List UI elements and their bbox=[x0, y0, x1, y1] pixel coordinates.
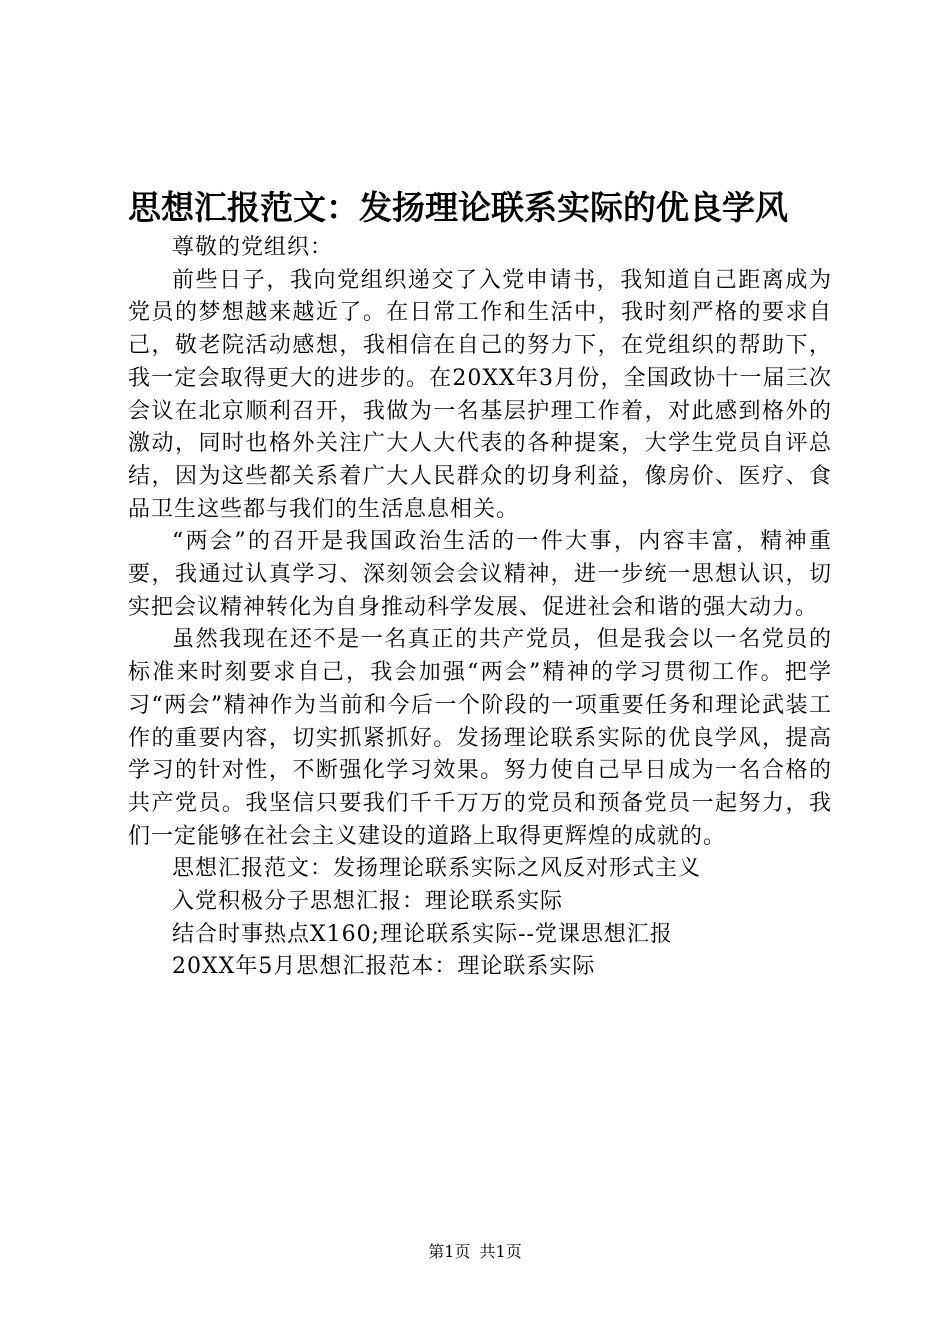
related-article-3: 结合时事热点X160;理论联系实际--党课思想汇报 bbox=[172, 921, 673, 947]
related-article-1: 思想汇报范文：发扬理论联系实际之风反对形式主义 bbox=[172, 856, 702, 882]
document-body bbox=[128, 232, 832, 984]
related-article-4: 20XX年5月思想汇报范本：理论联系实际 bbox=[172, 954, 596, 980]
page-total: 共1页 bbox=[479, 1242, 522, 1261]
body-paragraph-1: 前些日子，我向党组织递交了入党申请书，我知道自己距离成为党员的梦想越来越近了。在日常工作和生活中，我时刻严格的要求自己，敬老院活动感想，我相信在自己的努力下，在党组织的帮助下，我一定会取得更大的进步的。在20XX年3月份，全国政协十一届三次会议在北京顺利召开，我做为一名基层护理工作着，对此感到格外的激动，同时也格外关注广大人大代表的各种提案，大学生党员自评总结，因为这些都关系着广大人民群众的切身利益，像房价、医疗、食品卫生这些都与我们的生活息息相关。 bbox=[128, 267, 832, 522]
body-paragraph-2: “两会”的召开是我国政治生活的一件大事，内容丰富，精神重要，我通过认真学习、深刻领会会议精神，进一步统一思想认识，切实把会议精神转化为自身推动科学发展、促进社会和谐的强大动力。 bbox=[128, 529, 832, 620]
body-paragraph-3: 虽然我现在还不是一名真正的共产党员，但是我会以一名党员的标准来时刻要求自己，我会加强“两会”精神的学习贯彻工作。把学习“两会”精神作为当前和今后一个阶段的一项重要任务和理论武装工作的重要内容，切实抓紧抓好。发扬理论联系实际的优良学风，提高学习的针对性，不断强化学习效果。努力使自己早日成为一名合格的共产党员。我坚信只要我们千千万万的党员和预备党员一起努力，我们一定能够在社会主义建设的道路上取得更辉煌的成就的。 bbox=[128, 627, 832, 849]
document-title: 思想汇报范文：发扬理论联系实际的优良学风 bbox=[128, 188, 788, 227]
page-footer bbox=[0, 1242, 950, 1262]
related-article-2: 入党积极分子思想汇报：理论联系实际 bbox=[172, 889, 564, 915]
salutation: 尊敬的党组织： bbox=[172, 235, 334, 260]
page-number: 第1页 bbox=[428, 1242, 471, 1261]
